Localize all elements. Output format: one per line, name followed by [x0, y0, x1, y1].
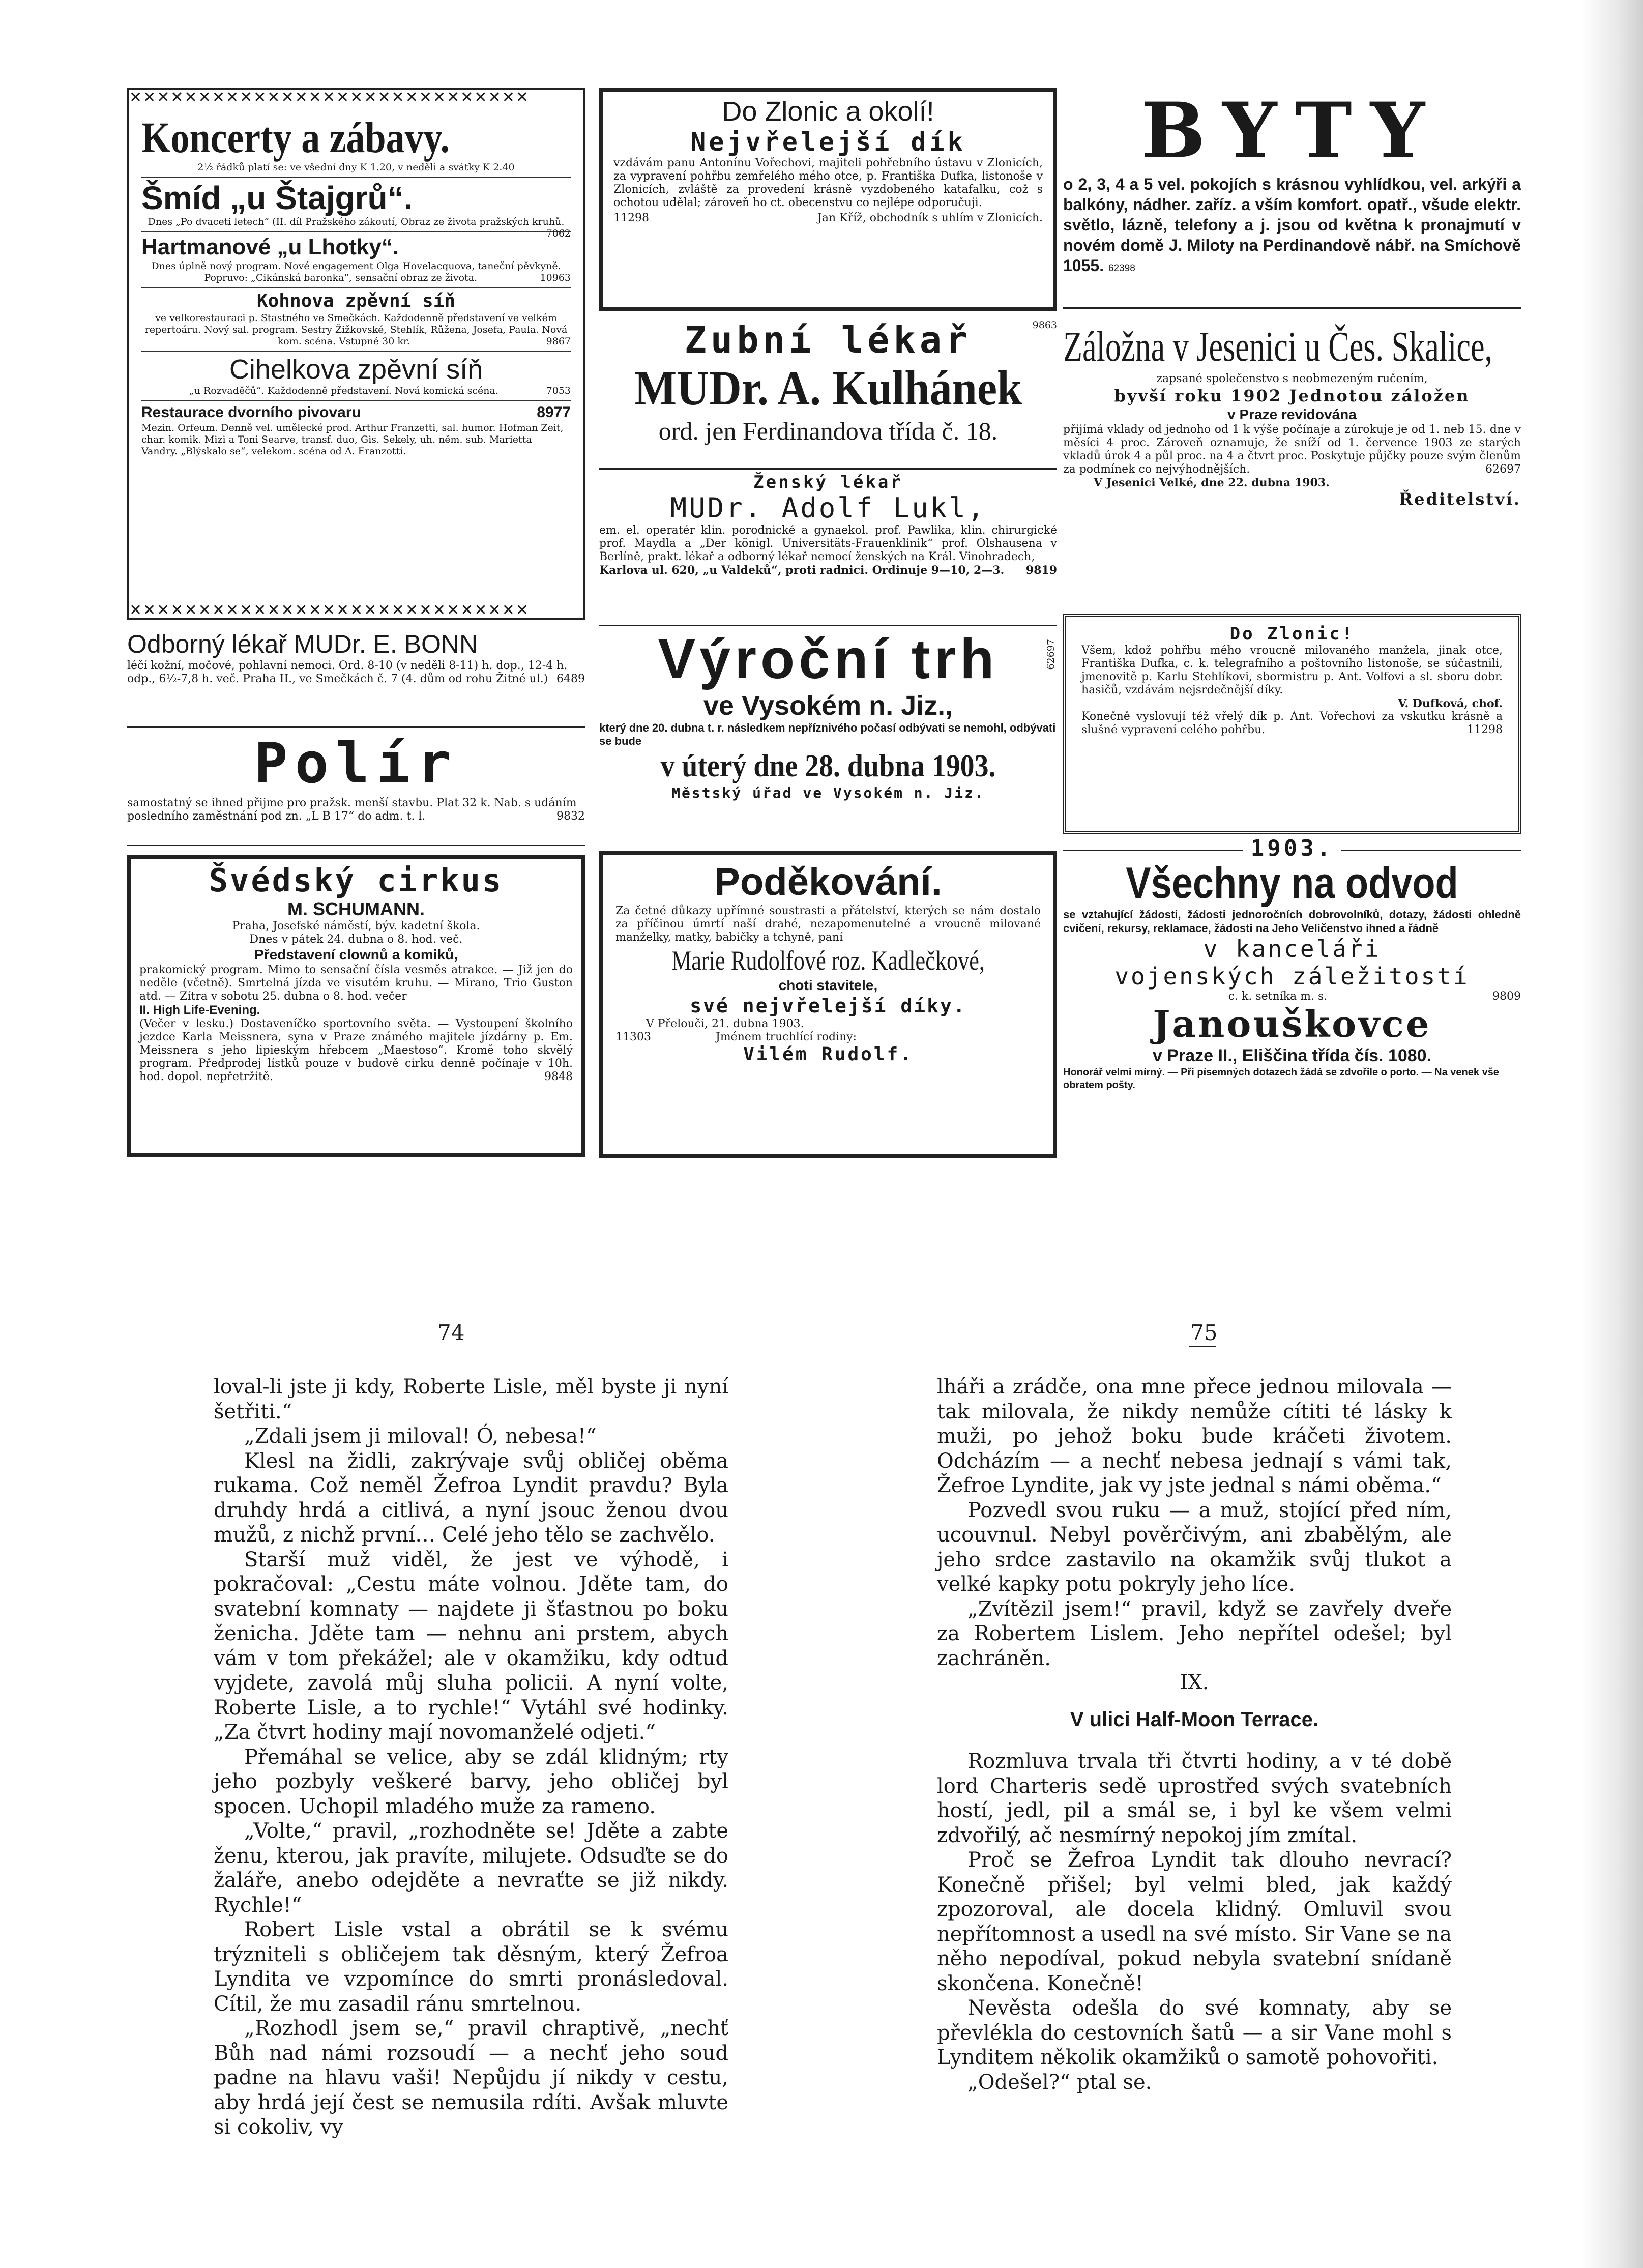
- circus-text2: (Večer v lesku.) Dostaveníčko sportovního světa. — Vystoupení školního jezdce Karla Meissnera, syna v Praze známého majitele jízdárny p. Em. Meissnera s jeho lipieským hřebcem „Maestoso“. Kromě toho skvělý program. Předprodej lístků pouze v budově cirku denně počínaje v 10h. hod. dopol. nepřetržitě. 9848: [139, 1017, 573, 1083]
- circus-highlight2: II. High Life-Evening.: [139, 1003, 260, 1017]
- page-edge: [1582, 0, 1643, 2268]
- paragraph: „Zvítězil jsem!“ pravil, když se zavřely dveře za Robertem Lislem. Jeho nepřítel odešel; byl zachráněn.: [937, 1597, 1452, 1670]
- concerts-heading: Koncerty a zábavy.: [141, 113, 450, 162]
- odvod-text: se vztahující žádosti, žádosti jednoročních dobrovolníků, dotazy, žádosti ohledně cvičení, rekursy, reklamace, žádosti na Jeho Veličenstvo ihned a řádně: [1063, 908, 1521, 935]
- lukl-text: em. el. operatér klin. porodnické a gynaekol. prof. Pawlika, klin. chirurgické prof. Maydla a „Der königl. Universitäts-Frauenklinik“ prof. Olshausena v Berlíně, prakt. lékař a odborný lékař nemocí ženských na Král. Vinohradech,: [599, 524, 1057, 563]
- paragraph: Nevěsta odešla do své komnaty, aby se převlékla do cestovních šatů — a sir Vane mohl s Lynditem několik okamžiků o samotě pohovořiti.: [937, 1996, 1452, 2069]
- lukl-addr: Karlova ul. 620, „u Valdeků“, proti radnici. Ordinuje 9—10, 2—3. 9819: [599, 564, 1057, 577]
- market-num: 62697: [1045, 639, 1057, 670]
- zalozna-text: přijímá vklady od jednoho od 1 k výše počínaje a zúrokuje je od 1. neb 15. dne v měsíci 4 proc. Zároveň oznamuje, že sníží od 1. července 1903 ze starých vkladů úrok 4 a půl proc. na 4 a čtvrt proc. Poskytuje půjčky pouze svým členům za podmínek co nejvýhodnějších. 62697: [1063, 423, 1521, 476]
- podekovani-sign: Vilém Rudolf.: [743, 1044, 913, 1065]
- ad-circus: [127, 855, 585, 1157]
- podekovani-role: choti stavitele,: [778, 977, 878, 993]
- market-title: Výroční trh: [658, 629, 999, 690]
- zlonice-sign-line: 11298 Jan Kříž, obchodník s uhlím v Zlonicích.: [613, 212, 1043, 224]
- circus-place: Praha, Josefské náměstí, býv. kadetní škola.: [232, 920, 480, 933]
- ad-zalozna: [1063, 311, 1521, 612]
- circus-date: Dnes v pátek 24. dubna o 8. hod. več.: [249, 933, 463, 946]
- podekovani-title: Poděkování.: [714, 860, 942, 904]
- podekovani-text: Za četné důkazy upřímné soustrasti a přátelství, kterých se nám dostalo za příčinou úmrtí naší drahé, nezapomenutelné a vroucně milované manželky, matky, babičky a tchyně, paní: [615, 905, 1041, 944]
- circus-highlight: Představení clownů a komiků,: [254, 947, 458, 963]
- paragraph: Přemáhal se velice, aby se zdál klidným; rty jeho pozbyly veškeré barvy, jeho obličej byl spocen. Uchopil mladého muže za rameno.: [214, 1745, 728, 1818]
- paragraph: Klesl na židli, zakrývaje svůj obličej oběma rukama. Což neměl Žefroa Lyndit pravdu? Byla druhdy hrdá a citlivá, a nyní jsouc ženou dvou mužů, z nichž první… Celé jeho tělo se zachvělo.: [214, 1449, 728, 1547]
- ad-podekovani: [599, 851, 1057, 1158]
- ad-byty: [1063, 88, 1521, 306]
- market-date: v úterý dne 28. dubna 1903.: [660, 749, 996, 783]
- polir-title: Polír: [254, 733, 458, 796]
- page-number-right: 75: [1190, 1320, 1218, 1345]
- paragraph: „Rozhodl jsem se,“ pravil chraptivě, „nechť Bůh nad námi rozsoudí — a nechť jeho soud padne na hlavu vaši! Nepůjdu jí nikdy v cestu, aby hrdá její čest se nemusila rdíti. Avšak mluvte si cokoliv, vy: [214, 2017, 728, 2139]
- concert-entry-text: „u Rozvaděčů“. Každodenně představení. Nová komická scéna. 7053: [189, 385, 571, 396]
- x-border-bottom: ✕✕✕✕✕✕✕✕✕✕✕✕✕✕✕✕✕✕✕✕✕✕✕✕✕✕✕✕✕: [129, 601, 530, 619]
- chapter-number: IX.: [1180, 1671, 1209, 1694]
- page-number-left: 74: [437, 1320, 465, 1345]
- paragraph: „Odešel?“ ptal se.: [967, 2070, 1152, 2094]
- concert-entry-name: Restaurace dvorního pivovaru 8977: [141, 404, 571, 421]
- concert-entry-text: Dnes „Po dvaceti letech“ (II. díl Pražského zákoutí, Obraz ze života pražských kruhů. 7062: [148, 216, 571, 239]
- market-place: ve Vysokém n. Jiz.,: [703, 690, 953, 721]
- concert-entry-name: Kohnova zpěvní síň: [256, 290, 456, 311]
- paragraph: Robert Lisle vstal a obrátil se k svému trýzniteli s obličejem tak děsným, který Žefroa Lyndita ve vzpomínce do smrti pronásledoval. Cítil, že mu zasadil ránu smrtelnou.: [214, 1918, 728, 2016]
- paragraph: „Volte,“ pravil, „rozhodněte se! Jděte a zabte ženu, kterou, jak pravíte, milujete. Odsuďte se do žaláře, anebo odejděte a nevraťte se již nikdy. Rychle!“: [214, 1819, 728, 1917]
- concert-entry-text: Dnes úplně nový program. Nové engagement Olga Hovelacquova, taneční pěvkyně. Popruvo: „Cikánská baronka“, sensační obraz ze života. 10963: [151, 260, 571, 283]
- circus-subtitle: M. SCHUMANN.: [287, 898, 425, 919]
- concert-entry-name: Hartmanové „u Lhotky“.: [141, 235, 399, 259]
- paragraph: Proč se Žefroa Lyndit tak dlouho nevrací? Konečně přišel; byl velmi bled, jak každý zpozoroval, ale docela klidný. Omluvil svou nepřítomnost a usedl na své místo. Sir Vane se na něho nepodíval, pokud nebyla svatební snídaně skončena. Konečně!: [937, 1848, 1452, 1995]
- ad-dentist: [599, 319, 1057, 470]
- odvod-line1: v kanceláři: [1203, 935, 1381, 963]
- divider: [599, 468, 1057, 470]
- zalozna-sign: Ředitelství.: [1399, 489, 1521, 509]
- ad-bonn: [127, 629, 585, 725]
- odvod-year-row: [1063, 838, 1521, 859]
- paragraph: loval-li jste ji kdy, Roberte Lisle, měl byste ji nyní šetřiti.“: [214, 1375, 728, 1423]
- divider: [1063, 307, 1521, 309]
- zalozna-date: V Jesenici Velké, dne 22. dubna 1903.: [1094, 476, 1330, 489]
- text-column-right: [937, 1375, 1452, 1671]
- widow-text: Všem, kdož pohřbu mého vroucně milovaného manžela, jinak otce, Františka Dufka, c. k. telegrafního a poštovního listonoše, se súčastnili, jmenovitě p. Karlu Stehlíkovi, sbormistru p. Ant. Volfovi a sl. sboru dobr. hasičů, vzdávám nejsrdečnější díky.: [1081, 644, 1503, 696]
- ad-lukl: [599, 472, 1057, 625]
- paragraph: lháři a zrádče, ona mne přece jednou milovala — tak milovala, že nikdy nemůže cítiti té lásky k muži, po jehož boku bude kráčeti životem. Odcházím — a nechť nebesa jednají s vámi tak, Žefroe Lyndite, jak vy jste jednal s námi oběma.“: [937, 1375, 1452, 1497]
- x-border-top: ✕✕✕✕✕✕✕✕✕✕✕✕✕✕✕✕✕✕✕✕✕✕✕✕✕✕✕✕✕: [129, 89, 530, 106]
- concerts-subline: 2½ řádků platí se: ve všední dny K 1.20, v neděli a svátky K 2.40: [141, 162, 571, 178]
- text-column-right-2: [937, 1749, 1452, 2095]
- podekovani-date: V Přelouči, 21. dubna 1903.: [646, 1017, 804, 1030]
- zlonice-subtitle: Nejvřelejší dík: [690, 127, 966, 157]
- zalozna-line1: zapsané společenstvo s neobmezeným ručením,: [1156, 372, 1428, 385]
- market-text: který dne 20. dubna t. r. následkem nepříznivého počasí odbývati se nemohl, odbývati se bude: [599, 721, 1056, 747]
- zalozna-line3: v Praze revidována: [1227, 406, 1357, 422]
- dentist-num: 9863: [1032, 319, 1057, 331]
- circus-text1: prakomický program. Mimo to sensační čísla vesměs atrakce. — Již jen do neděle (včetně). Smrtelná jízda ve visutém kruhu. — Mirano, Trio Guston atd. — Zítra v sobotu 25. dubna o 8. hod. večer: [139, 964, 573, 1003]
- podekovani-name: Marie Rudolfové roz. Kadlečkové,: [671, 945, 985, 976]
- odvod-year: 1903.: [1243, 838, 1341, 861]
- podekovani-sign-label: 11303 Jménem truchlící rodiny:: [615, 1031, 857, 1043]
- concert-entry: [141, 232, 571, 288]
- concert-entry-text: ve velkorestauraci p. Stastného ve Smečkách. Každodenně představení ve velkém repertoáru. Nový sal. program. Sestry Žižkovské, Stehlík, Růžena, Josefa, Paula. Nová kom. scéna. Vstupné 30 kr. 9867: [144, 312, 571, 347]
- paragraph: Rozmluva trvala tři čtvrti hodiny, a v té době lord Charteris sedě uprostřed svých svatebních hostí, jedl, pil a smál se, i byl ke všem velmi zdvořilý, ač nesmírný nepokoj jím zmítal.: [937, 1750, 1452, 1847]
- divider: [127, 726, 585, 728]
- ad-concerts: [127, 88, 585, 620]
- ad-zlonice-thanks: [599, 88, 1057, 311]
- odvod-line2: vojenských záležitostí: [1114, 963, 1470, 990]
- lukl-name: MUDr. Adolf Lukl,: [670, 492, 986, 524]
- ad-odvod: [1063, 838, 1521, 1159]
- widow-sign: V. Dufková, chof.: [1398, 697, 1503, 710]
- zalozna-line2: byvší roku 1902 Jednotou záložen: [1114, 386, 1470, 405]
- byty-title: BYTY: [1141, 88, 1443, 176]
- odvod-addr: v Praze II., Eliščina třída čís. 1080.: [1152, 1046, 1432, 1065]
- bonn-title: Odborný lékař MUDr. E. BONN: [127, 630, 478, 658]
- dentist-name: MUDr. A. Kulhánek: [634, 361, 1022, 415]
- ad-polir: [127, 733, 585, 847]
- divider: [599, 625, 1057, 626]
- concert-entry-name: Cihelkova zpěvní síň: [229, 354, 483, 385]
- concert-entry-text: Mezin. Orfeum. Denně vel. umělecké prod. Arthur Franzetti, sal. humor. Hofman Zeit, char. komik. Mizi a Toni Searve, transf. duo, Gis. Sekely, uh. něm. sub. Marietta Vandry. „Blýskalo se“, velekom. scéna od A. Franzotti.: [141, 422, 564, 457]
- concert-entry: [141, 401, 571, 460]
- concert-entry: [141, 288, 571, 352]
- dentist-addr: ord. jen Ferdinandova třída č. 18.: [658, 417, 998, 445]
- podekovani-thanks: své nejvřelejší díky.: [690, 995, 966, 1017]
- byty-text: o 2, 3, 4 a 5 vel. pokojích s krásnou vyhlídkou, vel. arkýři a balkóny, nádher. zaříz. a vším komfort. opatř., všude elektr. světlo, lázně, telefony a j. jsou od května k pronajmutí v novém domě J. Miloty na Perdinandově nábř. na Smíchově 1055. 62398: [1063, 175, 1521, 275]
- polir-text: samostatný se ihned přijme pro pražsk. menší stavbu. Plat 32 k. Nab. s udáním posledního zaměstnání pod zn. „L B 17“ do adm. t. l. 9832: [127, 797, 585, 823]
- bonn-text: léčí kožní, močové, pohlavní nemoci. Ord. 8-10 (v neděli 8-11) h. dop., 12-4 h. odp., 6½-7,8 h. več. Praha II., ve Smečkách č. 7 (4. dům od rohu Žitné ul.) 6489: [127, 659, 585, 685]
- market-sign: Městský úřad ve Vysokém n. Jiz.: [671, 784, 985, 801]
- odvod-line3: c. k. setníka m. s. 9809: [1228, 990, 1521, 1003]
- divider: [127, 845, 585, 846]
- ad-zlonice-widow: [1063, 614, 1521, 834]
- zalozna-title: Záložna v Jesenici u Čes. Skalice,: [1063, 323, 1493, 370]
- text-column-left: [214, 1375, 728, 2140]
- circus-title: Švédský cirkus: [209, 862, 504, 899]
- concert-entry-name: Šmíd „u Štajgrů“.: [141, 180, 413, 216]
- concert-entry: [141, 178, 571, 239]
- paragraph: „Zdali jsem ji miloval! Ó, nebesa!“: [244, 1424, 597, 1448]
- odvod-name: Janouškovce: [1153, 1002, 1431, 1045]
- widow-title: Do Zlonic!: [1229, 624, 1355, 644]
- widow-text2: Konečně vyslovují též vřelý dík p. Ant. Vořechovi za vskutku krásně a slušné vypravení celého pohřbu. 11298: [1081, 710, 1503, 736]
- zlonice-text: vzdávám panu Antonínu Vořechovi, majiteli pohřebního ústavu v Zlonicích, za vypravení pohřbu zemřelého mého otce, p. Františka Dufka, listonoše v Zlonicích, zvláště za provedení krásně vyzdobeného katafalku, což s ochotou udělal; zároveň ho ct. obecenstvu co nejlépe odporučuji.: [613, 157, 1043, 209]
- concert-entry: [141, 352, 571, 401]
- paragraph: Starší muž viděl, že jest ve výhodě, i pokračoval: „Cestu máte volnou. Jděte tam, do svatební komnaty — najdete ji šťastnou po boku ženicha. Jděte tam — nehnu ani prstem, abych vám v tom překážel; ale v okamžiku, kdy odtud vyjdete, zavolá můj sluha policii. A nyní volte, Roberte Lisle, a to rychle!“ Vytáhl své hodinky. „Za čtvrt hodiny mají novomanželé odjeti.“: [214, 1548, 728, 1744]
- odvod-title: Všechny na odvod: [1126, 859, 1458, 908]
- paragraph: Pozvedl svou ruku — a muž, stojící před ním, ucouvnul. Nebyl pověrčivým, ani zbabělým, ale jeho srdce zastavilo na okamžik svůj tlukot a velké kapky potu pokryly jeho líce.: [937, 1498, 1452, 1596]
- chapter-title: V ulici Half-Moon Terrace.: [1070, 1708, 1319, 1731]
- odvod-foot: Honorář velmi mírný. — Při písemných dotazech žádá se zdvořile o porto. — Na venek vše obratem pošty.: [1063, 1067, 1499, 1091]
- dentist-title: Zubní lékař: [684, 319, 972, 361]
- page-number-underline: [1189, 1346, 1216, 1347]
- lukl-title: Ženský lékař: [753, 472, 903, 492]
- zlonice-title: Do Zlonic a okolí!: [722, 96, 934, 127]
- ad-market: [599, 629, 1057, 845]
